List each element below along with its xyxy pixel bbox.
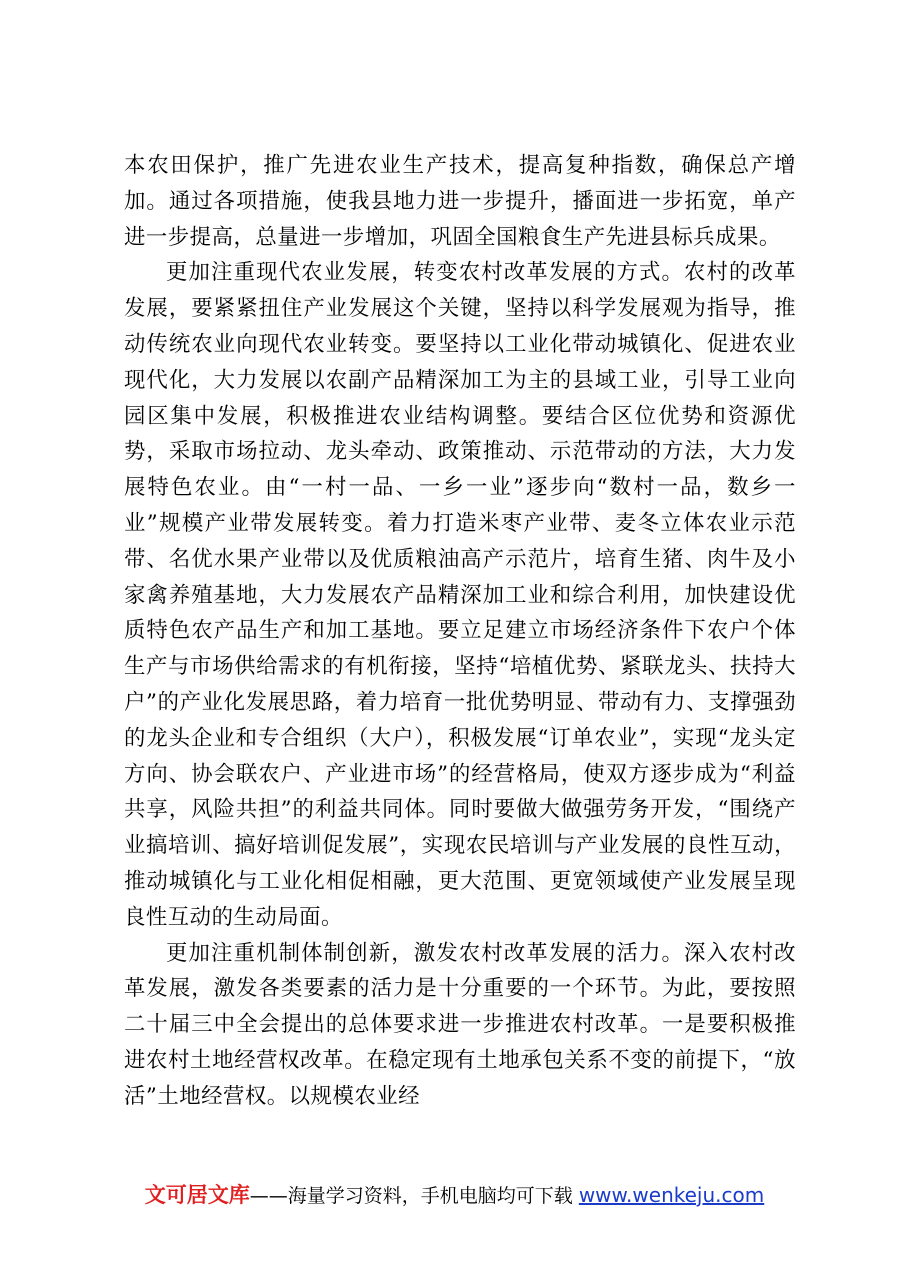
page-footer <box>0 1180 909 1211</box>
footer-tagline: ——海量学习资料，手机电脑均可下载 <box>249 1185 573 1207</box>
document-body <box>124 148 796 1115</box>
footer-website-link[interactable]: www.wenkeju.com <box>578 1183 765 1207</box>
paragraph-1: 本农田保护，推广先进农业生产技术，提高复种指数，确保总产增加。通过各项措施，使我县地力进一步提升，播面进一步拓宽，单产进一步提高，总量进一步增加，巩固全国粮食生产先进县标兵成果。 <box>124 153 796 250</box>
paragraph-2: 更加注重现代农业发展，转变农村改革发展的方式。农村的改革发展，要紧紧扭住产业发展这个关键，坚持以科学发展观为指导，推动传统农业向现代农业转变。要坚持以工业化带动城镇化、促进农业现代化，大力发展以农副产品精深加工为主的县域工业，引导工业向园区集中发展，积极推进农业结构调整。要结合区位优势和资源优势，采取市场拉动、龙头牵动、政策推动、示范带动的方法，大力发展特色农业。由“一村一品、一乡一业”逐步向“数村一品，数乡一业”规模产业带发展转变。着力打造米枣产业带、麦冬立体农业示范带、名优水果产业带以及优质粮油高产示范片，培育生猪、肉牛及小家禽养殖基地，大力发展农产品精深加工业和综合利用，加快建设优质特色农产品生产和加工基地。要立足建立市场经济条件下农户个体生产与市场供给需求的有机衔接，坚持“培植优势、紧联龙头、扶持大户”的产业化发展思路，着力培育一批优势明显、带动有力、支撑强劲的龙头企业和专合组织（大户），积极发展“订单农业”，实现“龙头定方向、协会联农户、产业进市场”的经营格局，使双方逐步成为“利益共享，风险共担”的利益共同体。同时要做大做强劳务开发，“围绕产业搞培训、搞好培训促发展”，实现农民培训与产业发展的良性互动，推动城镇化与工业化相促相融，更大范围、更宽领域使产业发展呈现良性互动的生动局面。 <box>124 260 796 930</box>
paragraph-3: 更加注重机制体制创新，激发农村改革发展的活力。深入农村改革发展，激发各类要素的活力是十分重要的一个环节。为此，要按照二十届三中全会提出的总体要求进一步推进农村改革。一是要积极推进农村土地经营权改革。在稳定现有土地承包关系不变的前提下，“放活”土地经营权。以规模农业经 <box>124 940 796 1109</box>
footer-brand-name: 文可居文库 <box>144 1183 250 1207</box>
